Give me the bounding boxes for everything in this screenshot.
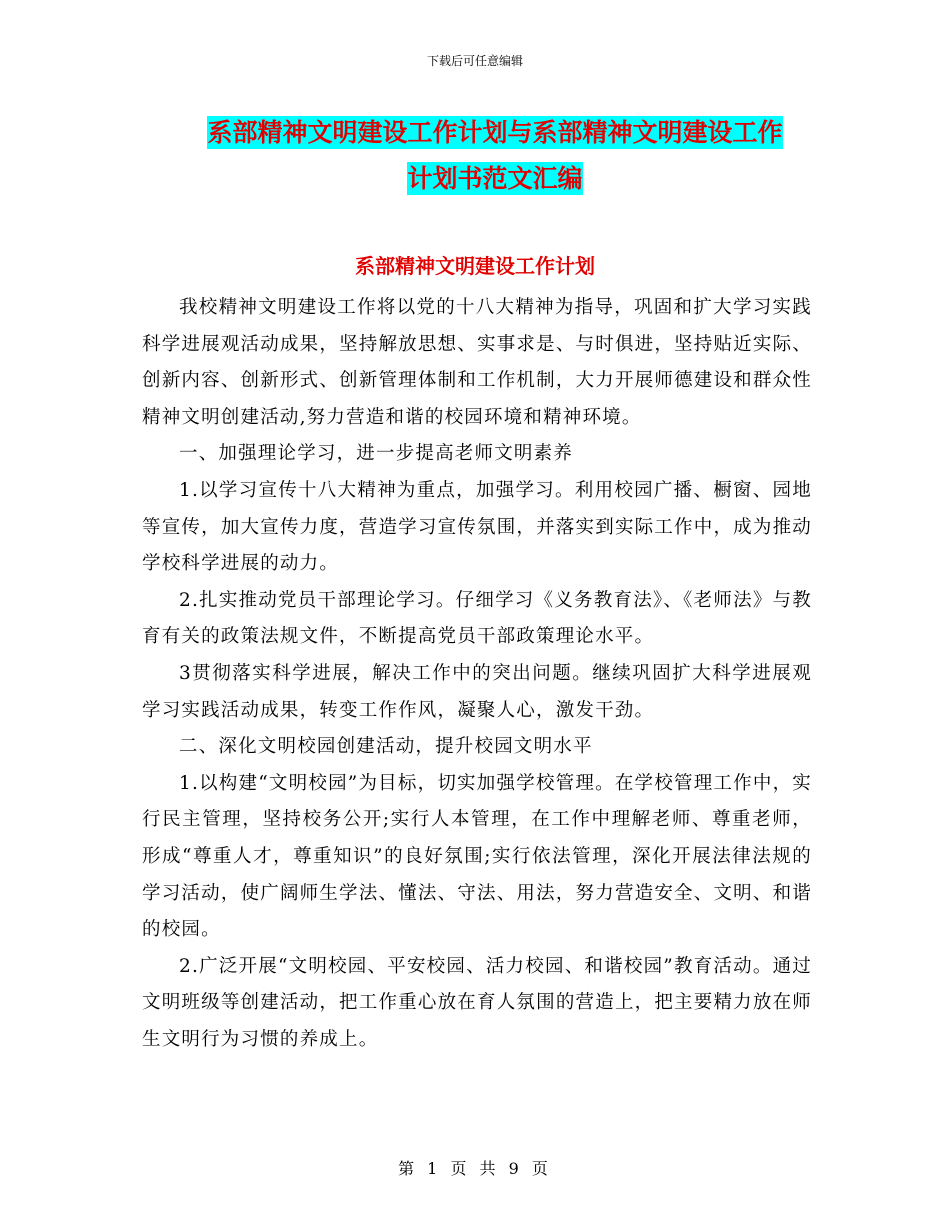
- paragraph-2-1: 1.以构建“文明校园”为目标，切实加强学校管理。在学校管理工作中，实行民主管理，坚持校务公开;实行人本管理，在工作中理解老师、尊重老师，形成“尊重人才，尊重知识”的良好氛围;实行依法管理，深化开展法律法规的学习活动，使广阔师生学法、懂法、守法、用法，努力营造安全、文明、和谐的校园。: [142, 772, 812, 941]
- document-title: [150, 110, 840, 202]
- heading-2: 二、深化文明校园创建活动，提升校园文明水平: [179, 736, 593, 758]
- section-title: 系部精神文明建设工作计划: [355, 254, 595, 278]
- document-body: [142, 290, 812, 1058]
- paragraph-1-1: 1.以学习宣传十八大精神为重点，加强学习。利用校园广播、橱窗、园地等宣传，加大宣传力度，营造学习宣传氛围，并落实到实际工作中，成为推动学校科学进展的动力。: [142, 479, 812, 575]
- title-line-1: 系部精神文明建设工作计划与系部精神文明建设工作: [207, 118, 783, 147]
- paragraph-2-2: 2.广泛开展“文明校园、平安校园、活力校园、和谐校园”教育活动。通过文明班级等创建活动，把工作重心放在育人氛围的营造上，把主要精力放在师生文明行为习惯的养成上。: [142, 955, 812, 1050]
- paragraph-intro: 我校精神文明建设工作将以党的十八大精神为指导，巩固和扩大学习实践科学进展观活动成果，坚持解放思想、实事求是、与时俱进，坚持贴近实际、创新内容、创新形式、创新管理体制和工作机制，大力开展师德建设和群众性精神文明创建活动,努力营造和谐的校园环境和精神环境。: [142, 297, 812, 428]
- heading-1: 一、加强理论学习，进一步提高老师文明素养: [179, 443, 574, 465]
- page-footer: 第 1 页 共 9 页: [398, 1159, 552, 1178]
- paragraph-1-2: 2.扎实推动党员干部理论学习。仔细学习《义务教育法》、《老师法》与教育有关的政策法规文件，不断提高党员干部政策理论水平。: [142, 589, 812, 648]
- paragraph-1-3: 3贯彻落实科学进展，解决工作中的突出问题。继续巩固扩大科学进展观学习实践活动成果，转变工作作风，凝聚人心，激发干劲。: [142, 662, 812, 721]
- header-note: 下载后可任意编辑: [426, 54, 523, 68]
- title-line-2: 计划书范文汇编: [407, 164, 583, 193]
